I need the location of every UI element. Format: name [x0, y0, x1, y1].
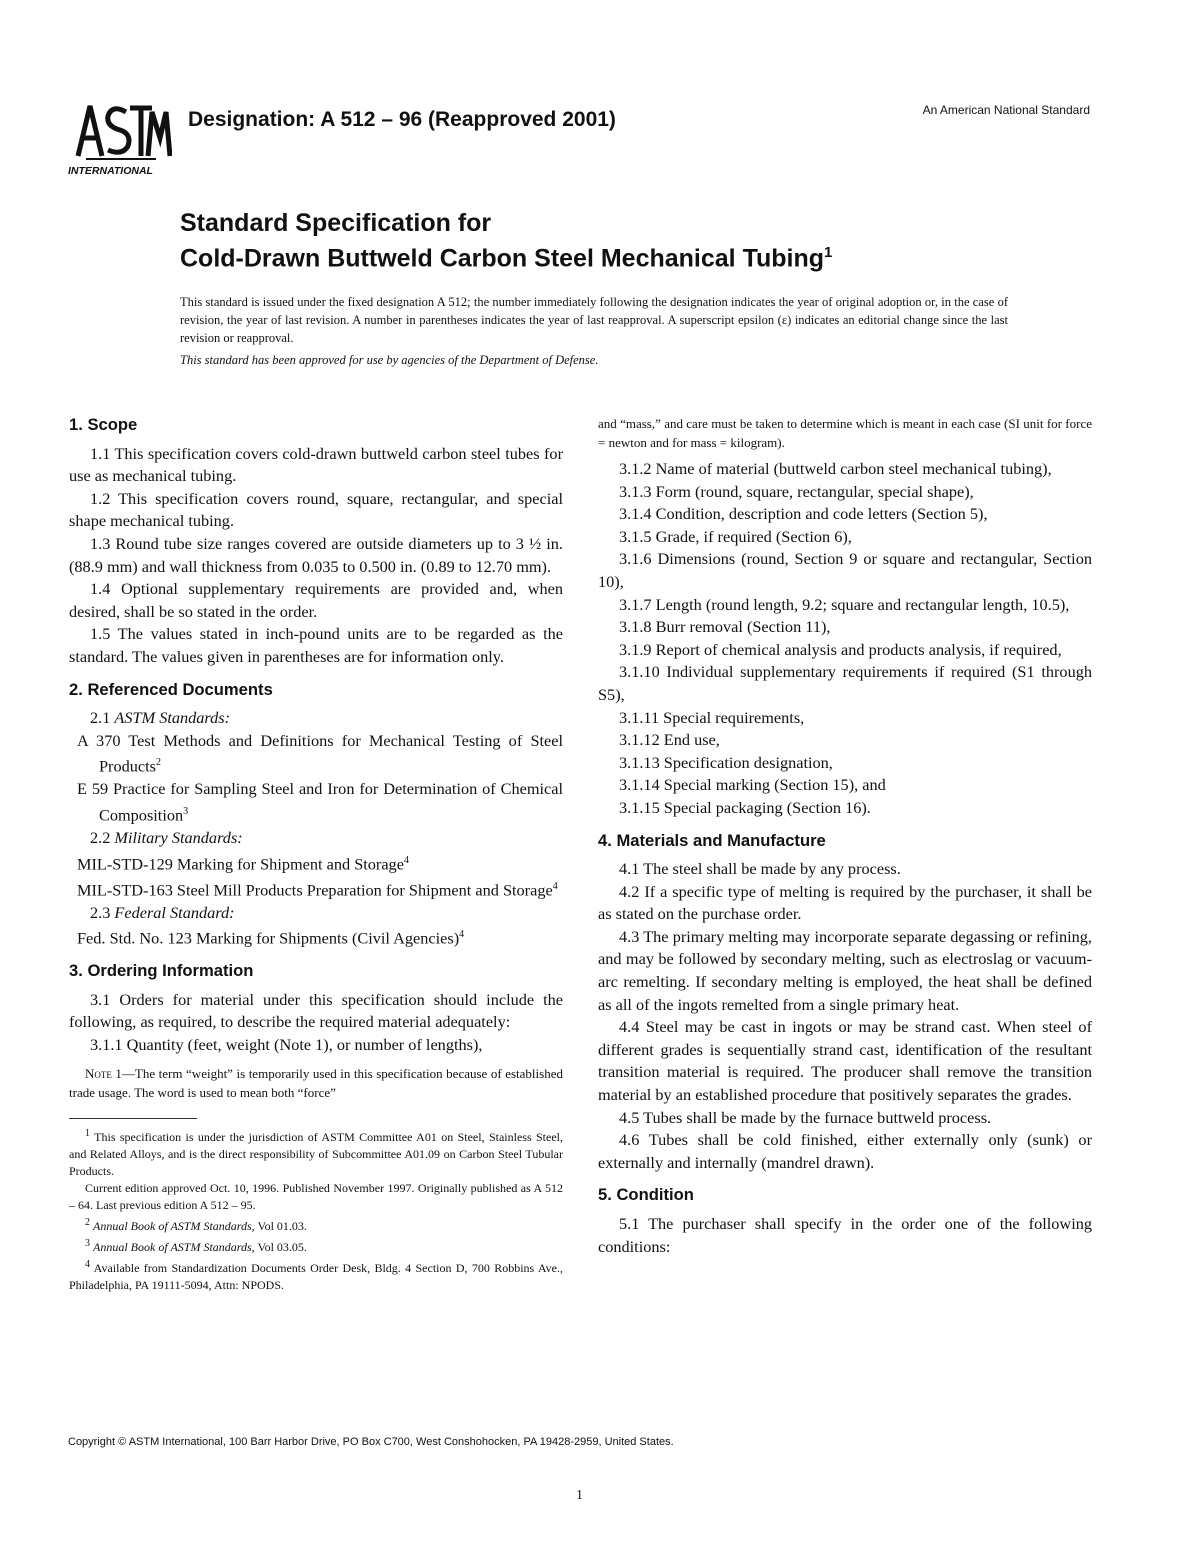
section-3-1-1: 3.1.1 Quantity (feet, weight (Note 1), or number of lengths), — [90, 1034, 483, 1054]
section-3-1-9: 3.1.9 Report of chemical analysis and products analysis, if required, — [619, 639, 1062, 659]
section-2-2: 2.2 Military Standards: — [90, 827, 243, 847]
section-3-1-2: 3.1.2 Name of material (buttweld carbon steel mechanical tubing), — [619, 459, 1052, 478]
section-1-2: 1.2 This specification covers round, square, rectangular, and special shape mechanical tubing. — [69, 488, 563, 531]
section-1-1: 1.1 This specification covers cold-drawn buttweld carbon steel tubes for use as mechanical tubing. — [69, 443, 563, 486]
section-4-5: 4.5 Tubes shall be made by the furnace buttweld process. — [619, 1107, 992, 1127]
right-column — [598, 414, 1092, 1258]
footnote-1-edition: Current edition approved Oct. 10, 1996. Published November 1997. Originally published as A 512 – 64. Last previous edition A 512 – 95. — [69, 1180, 563, 1212]
preamble — [180, 293, 1008, 369]
logo-text: INTERNATIONAL — [68, 165, 153, 177]
referenced-documents-heading: 2. Referenced Documents — [69, 679, 273, 699]
astm-logo — [68, 98, 172, 178]
section-3-1-6: 3.1.6 Dimensions (round, Section 9 or square and rectangular, Section 10), — [598, 549, 1092, 591]
section-4-4: 4.4 Steel may be cast in ingots or may be strand cast. When steel of different grades is sequentially strand cast, identification of the resultant transition material is required. The producer shall remove the transition material by an established procedure that positively separates the grades. — [598, 1017, 1092, 1105]
section-5-1: 5.1 The purchaser shall specify in the order one of the following conditions: — [598, 1214, 1092, 1256]
section-2-3: 2.3 Federal Standard: — [90, 902, 235, 922]
american-national-standard: An American National Standard — [922, 103, 1090, 117]
section-2-1: 2.1 ASTM Standards: — [90, 708, 231, 728]
condition-heading: 5. Condition — [598, 1185, 694, 1205]
footnote-3: $^3$ Annual Book of ASTM Standards, Vol 03.05. — [85, 1237, 307, 1254]
section-4-1: 4.1 The steel shall be made by any process. — [619, 859, 901, 879]
title-line1: Standard Specification for — [180, 209, 492, 237]
section-3-1-10: 3.1.10 Individual supplementary requirements if required (S1 through S5), — [598, 662, 1092, 704]
scope-heading: 1. Scope — [69, 415, 138, 434]
section-3-1-14: 3.1.14 Special marking (Section 15), and — [619, 775, 886, 795]
ref-mil-std-163: MIL-STD-163 Steel Mill Products Preparation for Shipment and Storage$^4$ — [77, 879, 558, 899]
section-3-1-13: 3.1.13 Specification designation, — [619, 752, 833, 772]
section-3-1-11: 3.1.11 Special requirements, — [619, 707, 805, 727]
section-1-5: 1.5 The values stated in inch-pound units are to be regarded as the standard. The values given in parentheses are for information only. — [69, 624, 563, 666]
note-1-continued: and “mass,” and care must be taken to determine which is meant in each case (SI unit for force = newton and for mass = kilogram). — [598, 416, 1092, 450]
preamble-issued: This standard is issued under the fixed designation A 512; the number immediately following the designation indicates the year of original adoption or, in the case of revision, the year of last revision. A number in parentheses indicates the year of last reapproval. A superscript epsilon (ε) indicates an editorial change since the last revision or reapproval. — [180, 295, 1008, 345]
left-column — [69, 414, 563, 1294]
ref-a370: A 370 Test Methods and Definitions for Mechanical Testing of Steel Products$^2$ — [77, 730, 563, 776]
section-1-3: 1.3 Round tube size ranges covered are outside diameters up to 3 ½ in. (88.9 mm) and wall thickness from 0.035 to 0.500 in. (0.89 to 12.70 mm). — [69, 533, 563, 576]
section-3-1-5: 3.1.5 Grade, if required (Section 6), — [619, 526, 852, 546]
document-title — [180, 208, 832, 273]
section-4-6: 4.6 Tubes shall be cold finished, either externally only (sunk) or externally and internally (mandrel drawn). — [598, 1130, 1092, 1172]
footnote-rule — [69, 1118, 197, 1119]
materials-heading: 4. Materials and Manufacture — [598, 830, 826, 850]
section-3-1-8: 3.1.8 Burr removal (Section 11), — [619, 617, 831, 637]
page-number: 1 — [576, 1488, 583, 1503]
section-4-3: 4.3 The primary melting may incorporate separate degassing or refining, and may be followed by secondary melting, such as electroslag or vacuum-arc remelting. If secondary melting is employed, the heat shall be defined as all of the ingots remelted from a single primary heat. — [598, 926, 1092, 1014]
ref-mil-std-129: MIL-STD-129 Marking for Shipment and Storage$^4$ — [77, 853, 409, 873]
copyright: Copyright © ASTM International, 100 Barr Harbor Drive, PO Box C700, West Conshohocken, PA 19428-2959, United States. — [68, 1436, 674, 1448]
section-3-1-12: 3.1.12 End use, — [619, 730, 720, 750]
ref-fed-std-123: Fed. Std. No. 123 Marking for Shipments (Civil Agencies)$^4$ — [77, 928, 465, 948]
title-line2: Cold-Drawn Buttweld Carbon Steel Mechanical Tubing$^1$ — [180, 244, 833, 273]
ref-e59: E 59 Practice for Sampling Steel and Iron for Determination of Chemical Composition$^3$ — [77, 779, 563, 825]
section-3-1-7: 3.1.7 Length (round length, 9.2; square and rectangular length, 10.5), — [619, 594, 1070, 614]
section-3-1: 3.1 Orders for material under this specification should include the following, as required, to describe the required material adequately: — [69, 989, 563, 1032]
preamble-defense: This standard has been approved for use by agencies of the Department of Defense. — [180, 353, 599, 367]
designation: Designation: A 512 – 96 (Reapproved 2001) — [188, 108, 616, 131]
note-1: Note 1—The term “weight” is temporarily used in this specification because of established trade usage. The word is used to mean both “force” — [69, 1065, 563, 1100]
section-3-1-4: 3.1.4 Condition, description and code letters (Section 5), — [619, 504, 988, 524]
footnote-1: $^1$ This specification is under the jurisdiction of ASTM Committee A01 on Steel, Stainless Steel, and Related Alloys, and is the direct responsibility of Subcommittee A01.09 on Carbon Steel Tubular Products. — [69, 1127, 563, 1178]
section-3-1-3: 3.1.3 Form (round, square, rectangular, special shape), — [619, 481, 974, 501]
title-footnote-mark: 1 — [824, 244, 833, 261]
section-4-2: 4.2 If a specific type of melting is required by the purchaser, it shall be as stated on the purchase order. — [598, 881, 1092, 924]
footnote-2: $^2$ Annual Book of ASTM Standards, Vol 01.03. — [85, 1216, 307, 1233]
section-3-1-15: 3.1.15 Special packaging (Section 16). — [619, 797, 871, 817]
footnote-4: $^4$ Available from Standardization Documents Order Desk, Bldg. 4 Section D, 700 Robbins Ave., Philadelphia, PA 19111-5094, Attn: NPODS. — [69, 1258, 563, 1292]
section-1-4: 1.4 Optional supplementary requirements are provided and, when desired, shall be so stated in the order. — [69, 579, 563, 621]
ordering-information-heading: 3. Ordering Information — [69, 961, 254, 981]
